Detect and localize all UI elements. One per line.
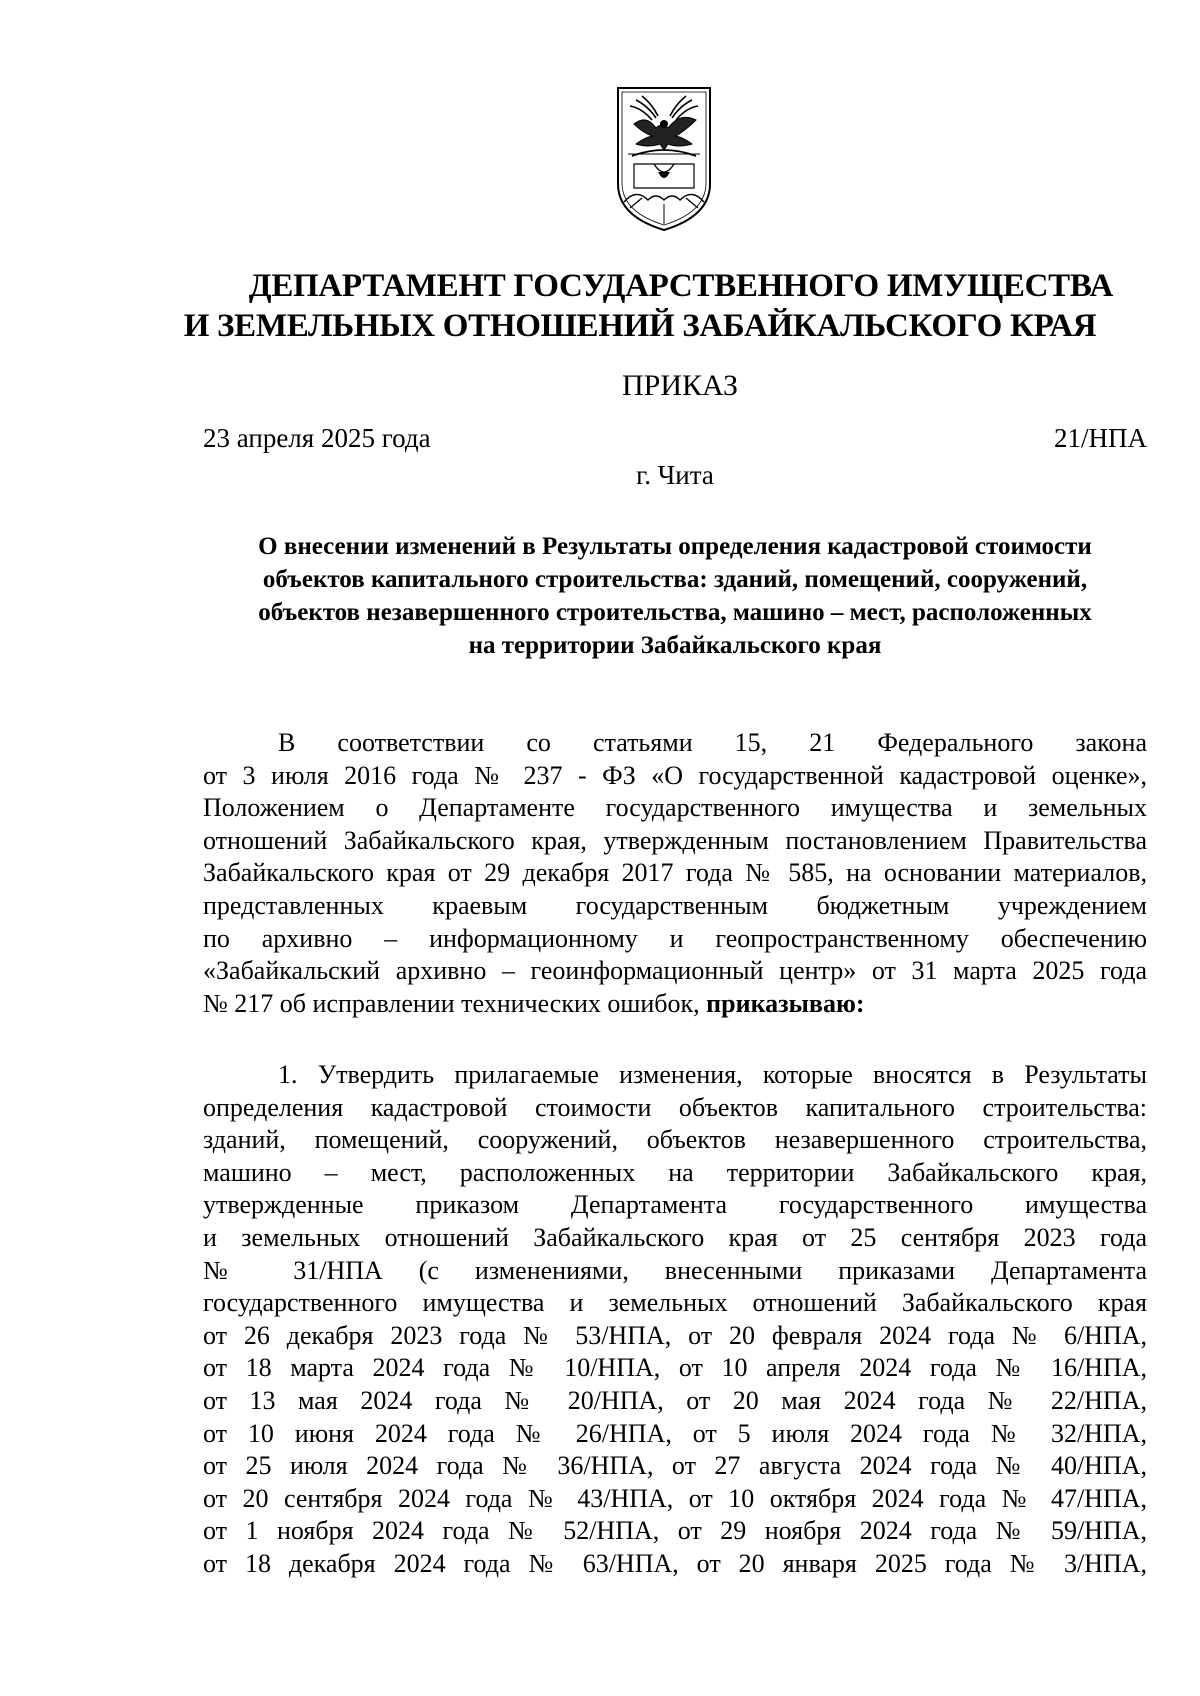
preamble-paragraph <box>203 727 1147 1020</box>
order-keyword: приказываю: <box>706 988 865 1018</box>
paragraph-line: от 26 декабря 2023 года № 53/НПА, от 20 февраля 2024 года № 6/НПА, <box>203 1320 1147 1350</box>
paragraph-line <box>203 988 1147 1021</box>
document-number: 21/НПА <box>1054 423 1147 453</box>
document-city: г. Чита <box>636 460 714 490</box>
paragraph-line: машино – мест, расположенных на территории Забайкальского края, <box>203 1157 1147 1187</box>
paragraph-line: отношений Забайкальского края, утвержденным постановлением Правительства <box>203 825 1147 855</box>
coat-of-arms-icon <box>612 84 716 232</box>
paragraph-line: по архивно – информационному и геопространственному обеспечению <box>203 923 1147 953</box>
paragraph-line: от 13 мая 2024 года № 20/НПА, от 20 мая 2024 года № 22/НПА, <box>203 1385 1147 1415</box>
paragraph-line: и земельных отношений Забайкальского края от 25 сентября 2023 года <box>203 1222 1147 1252</box>
paragraph-line: от 18 марта 2024 года № 10/НПА, от 10 апреля 2024 года № 16/НПА, <box>203 1353 1147 1383</box>
paragraph-line: 1. Утвердить прилагаемые изменения, которые вносятся в Результаты <box>278 1060 1147 1089</box>
paragraph-last-text: № 217 об исправлении технических ошибок, <box>203 988 700 1018</box>
paragraph-line: «Забайкальский архивно – геоинформационный центр» от 31 марта 2025 года <box>203 956 1147 986</box>
paragraph-line: определения кадастровой стоимости объектов капитального строительства: <box>203 1092 1147 1122</box>
department-title-line-2: И ЗЕМЕЛЬНЫХ ОТНОШЕНИЙ ЗАБАЙКАЛЬСКОГО КРАЯ <box>183 308 1097 344</box>
paragraph-line: Забайкальского края от 29 декабря 2017 года № 585, на основании материалов, <box>203 858 1147 888</box>
subject-line: О внесении изменений в Результаты определения кадастровой стоимости <box>258 533 1092 560</box>
paragraph-line: В соответствии со статьями 15, 21 Федерального закона <box>278 728 1147 757</box>
subject-line: на территории Забайкальского края <box>468 632 882 659</box>
document-subject <box>200 530 1150 662</box>
paragraph-line: от 18 декабря 2024 года № 63/НПА, от 20 января 2025 года № 3/НПА, <box>203 1548 1147 1578</box>
paragraph-line: утвержденные приказом Департамента государственного имущества <box>203 1190 1147 1220</box>
item-1-paragraph <box>203 1059 1147 1581</box>
paragraph-line: от 1 ноября 2024 года № 52/НПА, от 29 ноября 2024 года № 59/НПА, <box>203 1516 1147 1546</box>
subject-line: объектов незавершенного строительства, машино – мест, расположенных <box>258 599 1092 626</box>
department-title <box>150 266 1150 346</box>
paragraph-line: от 20 сентября 2024 года № 43/НПА, от 10 октября 2024 года № 47/НПА, <box>203 1483 1147 1513</box>
subject-line: объектов капитального строительства: зданий, помещений, сооружений, <box>262 566 1088 593</box>
paragraph-line: № 31/НПА (с изменениями, внесенными приказами Департамента <box>203 1255 1147 1285</box>
paragraph-line: государственного имущества и земельных отношений Забайкальского края <box>203 1288 1147 1318</box>
paragraph-line: Положением о Департаменте государственного имущества и земельных <box>203 793 1147 823</box>
paragraph-line: от 25 июля 2024 года № 36/НПА, от 27 августа 2024 года № 40/НПА, <box>203 1451 1147 1481</box>
paragraph-line: представленных краевым государственным бюджетным учреждением <box>203 890 1147 920</box>
date-number-row <box>203 422 1147 454</box>
document-type: ПРИКАЗ <box>622 369 738 402</box>
paragraph-line: от 3 июля 2016 года № 237 - ФЗ «О государственной кадастровой оценке», <box>203 760 1147 790</box>
paragraph-line: от 10 июня 2024 года № 26/НПА, от 5 июля 2024 года № 32/НПА, <box>203 1418 1147 1448</box>
paragraph-line: зданий, помещений, сооружений, объектов незавершенного строительства, <box>203 1125 1147 1155</box>
document-date: 23 апреля 2025 года <box>203 423 431 453</box>
department-title-line-1: ДЕПАРТАМЕНТ ГОСУДАРСТВЕННОГО ИМУЩЕСТВА <box>248 268 1114 304</box>
